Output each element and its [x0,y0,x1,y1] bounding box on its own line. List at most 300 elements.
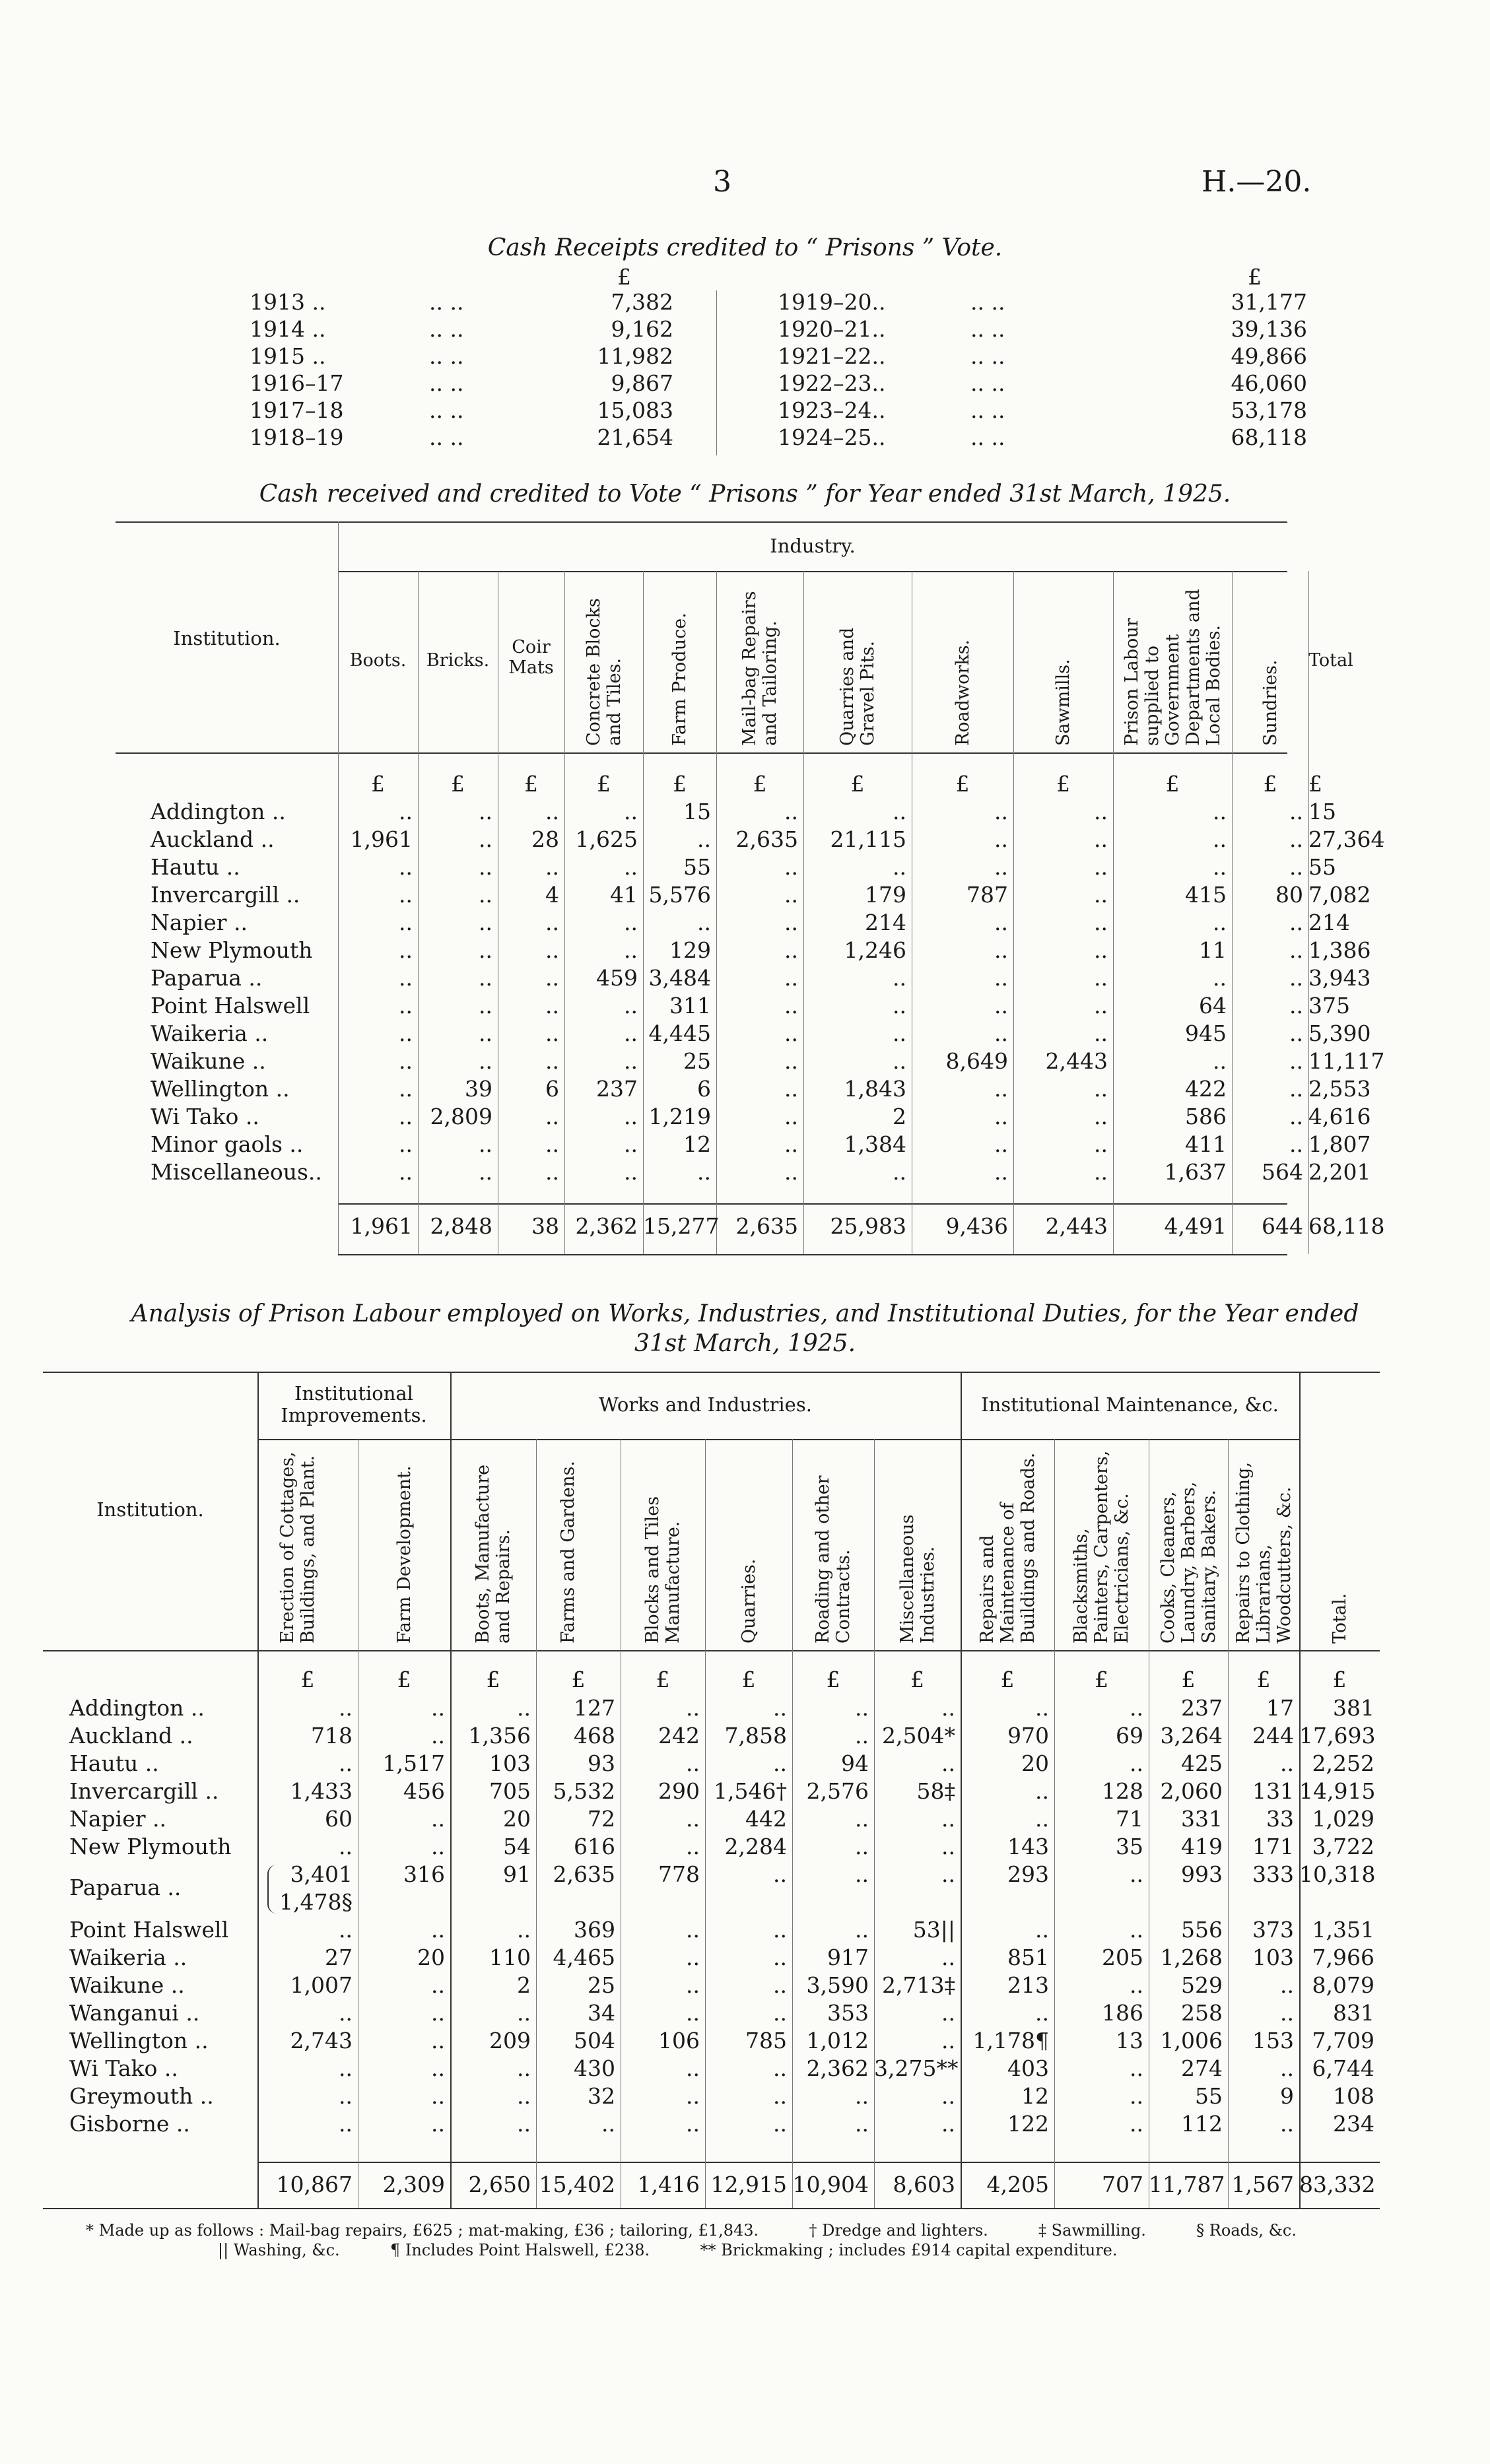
table-cell: 945 [1185,1020,1227,1046]
table-cell: .. [941,2083,955,2109]
table-cell: 778 [658,1861,700,1887]
table-cell: 415 [1185,882,1227,908]
table-cell: 131 [1252,1778,1294,1804]
table-cell: 2,504* [882,1723,955,1748]
table-cell: .. [1130,1695,1143,1721]
table-cell: .. [624,799,638,824]
table-cell: .. [1094,1020,1108,1046]
group-header: Institutional Improvements. [281,1382,427,1426]
table-cell: .. [1094,1076,1108,1102]
table-cell: .. [431,1695,445,1721]
receipt-amount: 15,083 [597,397,673,423]
table-cell: .. [773,1972,787,1998]
total-cell: 11,787 [1149,2172,1225,2197]
currency-symbol: £ [571,1667,586,1692]
table-cell: .. [624,1048,638,1074]
receipt-year: 1918–19 [250,424,344,450]
table-cell: 94 [841,1750,869,1776]
table-cell: .. [545,965,559,991]
receipt-year: 1921–22.. [778,343,886,369]
table-cell: .. [479,1048,492,1074]
table-cell: .. [773,1695,787,1721]
table-cell: .. [339,2083,353,2109]
table-cell: 110 [489,1945,531,1970]
table-cell: .. [339,2055,353,2081]
table-cell: .. [941,1750,955,1776]
total-cell: 83,332 [1299,2172,1376,2197]
column-header: Sundries. [1260,659,1281,746]
table-cell: 2,201 [1308,1159,1371,1185]
table-cell: .. [1289,854,1303,880]
table-cell: .. [784,1048,798,1074]
column-header: Bricks. [426,650,490,671]
table-cell: .. [941,2000,955,2026]
table-cell: 25 [683,1048,711,1074]
table-cell: 1,246 [844,937,906,963]
table-cell: 3,943 [1308,965,1371,991]
table-cell: 5,390 [1308,1020,1371,1046]
cash-received-title: Cash received and credited to Vote “ Prisons ” for Year ended 31st March, 1925. [259,481,1231,508]
table-cell: .. [1213,1048,1227,1074]
table-cell: 13 [1116,2028,1143,2053]
row-label: Minor gaols .. [151,1131,304,1157]
total-cell: 10,904 [792,2172,869,2197]
table-cell: 54 [503,1834,531,1859]
table-cell: 186 [1102,2000,1143,2026]
table-cell: 55 [683,854,711,880]
table-cell: 93 [588,1750,615,1776]
table-cell: 917 [827,1945,869,1970]
table-cell: 103 [489,1750,531,1776]
table-cell: 27,364 [1308,826,1385,852]
currency-symbol: £ [1000,1667,1015,1692]
table-cell: .. [994,799,1008,824]
column-header: Farms and Gardens. [558,1461,578,1644]
total-cell: 644 [1262,1213,1303,1239]
table-cell: .. [545,799,559,824]
table-cell: 7,082 [1308,882,1371,908]
table-cell: 7,966 [1312,1945,1374,1970]
table-cell: 28 [531,826,559,852]
table-cell: 179 [865,882,906,908]
column-header: Roading and other Contracts. [813,1475,854,1644]
table-cell: .. [1213,910,1227,935]
table-cell: 1,219 [648,1104,711,1129]
column-header: Quarries and Gravel Pits. [837,627,878,746]
table-cell: .. [479,1131,492,1157]
table-cell: .. [784,1104,798,1129]
table-cell: .. [1035,1806,1049,1832]
table-cell: 209 [489,2028,531,2053]
table-cell: 1,006 [1160,2028,1223,2053]
table-cell: .. [517,1917,531,1943]
table-cell: 41 [610,882,638,908]
institution-header: Institution. [96,1498,204,1521]
table-cell: 2,443 [1045,1048,1108,1074]
table-cell: .. [624,993,638,1018]
table-cell: .. [686,1972,700,1998]
row-label: Wellington .. [69,2028,209,2053]
table-cell: 1,268 [1160,1945,1223,1970]
table-cell: 8,649 [945,1048,1008,1074]
receipt-year: 1919–20.. [778,289,886,315]
table-cell: .. [399,1159,413,1185]
table-cell: 15 [1308,799,1336,824]
receipt-year: 1913 .. [250,289,326,315]
row-label: Waikune .. [151,1048,266,1074]
table-cell: 993 [1181,1861,1223,1887]
table-cell: 3,590 [806,1972,869,1998]
table-cell: 1,007 [290,1972,353,1998]
row-label: Gisborne .. [69,2111,190,2137]
table-cell: .. [994,826,1008,852]
table-cell: .. [686,1834,700,1859]
table-cell: .. [1130,1861,1143,1887]
table-cell: 10,318 [1299,1861,1376,1887]
table-cell: .. [1094,993,1108,1018]
column-header: Miscellaneous Industries. [897,1514,938,1644]
table-cell: 214 [865,910,906,935]
table-cell: 316 [403,1861,445,1887]
table-cell: .. [624,910,638,935]
table-cell: 430 [574,2055,615,2081]
table-cell: 4,616 [1308,1104,1371,1129]
receipt-dots: .. .. [970,316,1005,342]
table-cell: 91 [503,1861,531,1887]
table-cell: .. [339,2111,353,2137]
table-cell: 20 [1021,1750,1049,1776]
table-cell: .. [399,882,413,908]
table-cell: 242 [658,1723,700,1748]
table-cell: 1,029 [1312,1806,1374,1832]
table-cell: .. [1094,965,1108,991]
table-cell: 80 [1275,882,1303,908]
currency-symbol: £ [741,1667,756,1692]
table-cell: .. [773,2083,787,2109]
table-cell: .. [399,993,413,1018]
column-header: Total [1308,650,1353,671]
total-cell: 12,915 [710,2172,787,2197]
table-cell: 1,433 [290,1778,353,1804]
currency-symbol: £ [656,1667,670,1692]
table-cell: 1,625 [575,826,638,852]
table-cell: 2,553 [1308,1076,1371,1102]
table-rule [43,2208,1380,2209]
table-cell: 419 [1181,1834,1223,1859]
table-cell: .. [941,2111,955,2137]
table-cell: .. [784,1159,798,1185]
table-cell: .. [431,2055,445,2081]
group-header: Works and Industries. [599,1393,812,1416]
table-cell: .. [686,2083,700,2109]
column-header: Concrete Blocks and Tiles. [583,598,625,746]
table-rule [338,571,1287,572]
table-cell: 7,858 [724,1723,787,1748]
table-cell: .. [545,1020,559,1046]
table-cell: .. [545,937,559,963]
table-cell: .. [479,1020,492,1046]
row-label: New Plymouth [69,1834,232,1859]
table-rule [257,1439,1299,1440]
analysis-title-line2: 31st March, 1925. [634,1330,856,1357]
table-cell: .. [339,1917,353,1943]
table-cell: .. [399,1131,413,1157]
column-header: Boots, Manufacture and Repairs. [473,1464,514,1644]
table-cell: .. [1130,2083,1143,2109]
table-cell: .. [893,965,906,991]
currency-symbol: £ [1095,1667,1108,1692]
table-rule [43,1372,1380,1373]
table-rule [116,752,1287,754]
table-cell: 6 [545,1076,559,1102]
table-cell: .. [545,1159,559,1185]
table-cell: 2,252 [1312,1750,1374,1776]
table-cell: 2,362 [806,2055,869,2081]
table-cell: .. [399,937,413,963]
receipt-dots: .. .. [429,343,464,369]
table-cell: 331 [1181,1806,1223,1832]
table-cell: .. [941,1861,955,1887]
table-cell: .. [431,2083,445,2109]
receipt-dots: .. .. [970,424,1005,450]
table-cell: .. [339,1695,353,1721]
table-cell: .. [479,965,492,991]
table-cell: .. [994,854,1008,880]
receipt-amount: 11,982 [597,343,673,369]
table-cell: 20 [503,1806,531,1832]
table-cell: 127 [574,1695,615,1721]
table-cell: 58‡ [916,1778,955,1804]
currency-symbol: £ [597,771,611,797]
total-cell: 2,848 [430,1213,492,1239]
table-cell: 459 [596,965,638,991]
total-cell: 25,983 [830,1213,906,1239]
currency-symbol: £ [451,771,465,797]
table-cell: .. [479,799,492,824]
receipt-amount: 9,162 [611,316,673,342]
table-cell: 258 [1181,2000,1223,2026]
cash-receipts-currency-left: £ [617,264,631,290]
table-cell: 55 [1308,854,1336,880]
table-cell: 9 [1280,2083,1294,2109]
currency-symbol: £ [524,771,538,797]
table-cell: 3,264 [1160,1723,1223,1748]
table-cell: .. [941,1806,955,1832]
table-cell: 71 [1116,1806,1143,1832]
table-cell: .. [773,2055,787,2081]
table-cell: 112 [1181,2111,1223,2137]
table-cell: .. [431,1723,445,1748]
cash-receipts-divider [716,290,717,455]
receipt-amount: 21,654 [597,424,673,450]
row-label: Point Halswell [151,993,310,1018]
table-cell: .. [941,1695,955,1721]
table-cell: 8,079 [1312,1972,1374,1998]
table-cell: .. [855,1806,869,1832]
table-cell: 4 [545,882,559,908]
table-cell: 1,012 [806,2028,869,2053]
table-cell: 143 [1007,1834,1049,1859]
table-cell: 6 [697,1076,711,1102]
table-cell: 35 [1116,1834,1143,1859]
table-cell: .. [784,1020,798,1046]
currency-symbol: £ [850,771,865,797]
table-cell: 1,356 [468,1723,531,1748]
table-cell: .. [479,826,492,852]
table-cell: 11,117 [1308,1048,1385,1074]
table-rule [338,1203,1287,1205]
table-cell: .. [855,1917,869,1943]
table-cell: 616 [574,1834,615,1859]
receipt-amount: 31,177 [1231,289,1307,315]
table-cell: 456 [403,1778,445,1804]
table-cell: .. [545,910,559,935]
table-cell: .. [994,965,1008,991]
table-cell: 2,060 [1160,1778,1223,1804]
column-header: Sawmills. [1053,659,1073,746]
table-cell: .. [1094,910,1108,935]
receipt-year: 1922–23.. [778,370,886,396]
table-cell: 171 [1252,1834,1294,1859]
table-cell: 1,961 [350,826,413,852]
table-cell: .. [773,1861,787,1887]
table-cell: 17,693 [1299,1723,1376,1748]
row-label: New Plymouth [151,937,313,963]
table-cell: .. [339,2000,353,2026]
table-cell: .. [1130,1917,1143,1943]
table-cell: 27 [325,1945,353,1970]
total-cell: 10,867 [276,2172,353,2197]
table-cell: .. [1130,1750,1143,1776]
table-cell: 32 [588,2083,615,2109]
table-cell: .. [431,1917,445,1943]
row-label: Wanganui .. [69,2000,200,2026]
page-number: 3 [713,165,731,199]
table-cell: 468 [574,1723,615,1748]
table-cell: .. [517,2083,531,2109]
table-cell: .. [1035,1917,1049,1943]
table-cell: .. [855,1723,869,1748]
table-cell: .. [399,1048,413,1074]
table-cell: 11 [1199,937,1227,963]
currency-symbol: £ [1308,771,1322,797]
row-label: Wi Tako .. [151,1104,259,1129]
table-cell: .. [994,1020,1008,1046]
table-cell: 21,115 [830,826,906,852]
table-cell: .. [686,1945,700,1970]
table-cell: 411 [1185,1131,1227,1157]
table-cell: 20 [417,1945,445,1970]
table-cell: 2,809 [430,1104,492,1129]
table-cell: .. [1280,2000,1294,2026]
table-cell: 1,843 [844,1076,906,1102]
table-cell: 2,743 [290,2028,353,2053]
row-label: Addington .. [151,799,286,824]
table-cell: .. [697,826,711,852]
analysis-title-line1: Analysis of Prison Labour employed on Works, Industries, and Institutional Duties, for the Year ended [131,1300,1359,1327]
table-cell: 108 [1333,2083,1374,2109]
table-cell: 851 [1007,1945,1049,1970]
table-cell: 564 [1262,1159,1303,1185]
table-cell: .. [1213,965,1227,991]
table-cell: .. [855,2083,869,2109]
table-cell: .. [431,2028,445,2053]
table-cell: 55 [1195,2083,1223,2109]
total-cell: 15,277 [643,1213,720,1239]
total-cell: 707 [1102,2172,1143,2197]
table-cell: 6,744 [1312,2055,1374,2081]
table-cell: 53|| [912,1917,955,1943]
table-cell: 2,576 [806,1778,869,1804]
table-cell: .. [686,2055,700,2081]
table-cell: .. [686,1750,700,1776]
table-cell: 1,178¶ [972,2028,1049,2053]
table-cell: .. [1213,826,1227,852]
total-cell: 38 [531,1213,559,1239]
column-header: Repairs and Maintenance of Buildings and Roads. [976,1452,1038,1644]
table-cell: .. [1130,2111,1143,2137]
table-cell: 234 [1333,2111,1374,2137]
table-cell: .. [1035,2000,1049,2026]
row-label: Auckland .. [151,826,275,852]
table-cell: 333 [1252,1861,1294,1887]
table-cell: 4,445 [648,1020,711,1046]
table-cell: .. [773,2111,787,2137]
table-cell: 1,386 [1308,937,1371,963]
table-cell: .. [545,854,559,880]
table-cell: 2,284 [724,1834,787,1859]
table-cell: 2 [517,1972,531,1998]
receipt-dots: .. .. [970,289,1005,315]
table-cell: .. [784,854,798,880]
table-cell: 529 [1181,1972,1223,1998]
industry-header: Industry. [770,535,856,557]
table-cell: .. [339,1750,353,1776]
column-header: Prison Labour supplied to Government Departments and Local Bodies. [1121,589,1224,746]
table-cell: .. [773,2000,787,2026]
table-cell: .. [994,1104,1008,1129]
table-cell: .. [941,1834,955,1859]
column-header: Repairs to Clothing, Librarians, Woodcutters, &c. [1233,1461,1295,1644]
table-cell: 403 [1007,2055,1049,2081]
table-cell: 1,546† [714,1778,787,1804]
column-header: Blocks and Tiles Manufacture. [642,1496,683,1644]
table-cell: .. [893,1020,906,1046]
receipt-year: 1915 .. [250,343,326,369]
table-cell: .. [784,965,798,991]
table-cell: .. [1094,1131,1108,1157]
column-header: Total. [1329,1593,1350,1644]
table-cell: .. [545,1131,559,1157]
currency-symbol: £ [300,1667,315,1692]
table-cell: 213 [1007,1972,1049,1998]
table-cell: 153 [1252,2028,1294,2053]
table-cell: 5,532 [553,1778,615,1804]
table-cell: .. [893,854,906,880]
row-label: Paparua .. [69,1875,182,1900]
receipt-dots: .. .. [429,424,464,450]
table-cell: 72 [588,1806,615,1832]
table-cell-extra: 1,478§ [279,1889,353,1915]
table-cell: .. [1280,1750,1294,1776]
currency-symbol: £ [1332,1667,1347,1692]
table-cell: .. [893,1048,906,1074]
receipt-year: 1920–21.. [778,316,886,342]
total-cell: 2,635 [735,1213,798,1239]
table-cell: 60 [325,1806,353,1832]
receipt-amount: 9,867 [611,370,673,396]
table-cell: .. [784,1076,798,1102]
